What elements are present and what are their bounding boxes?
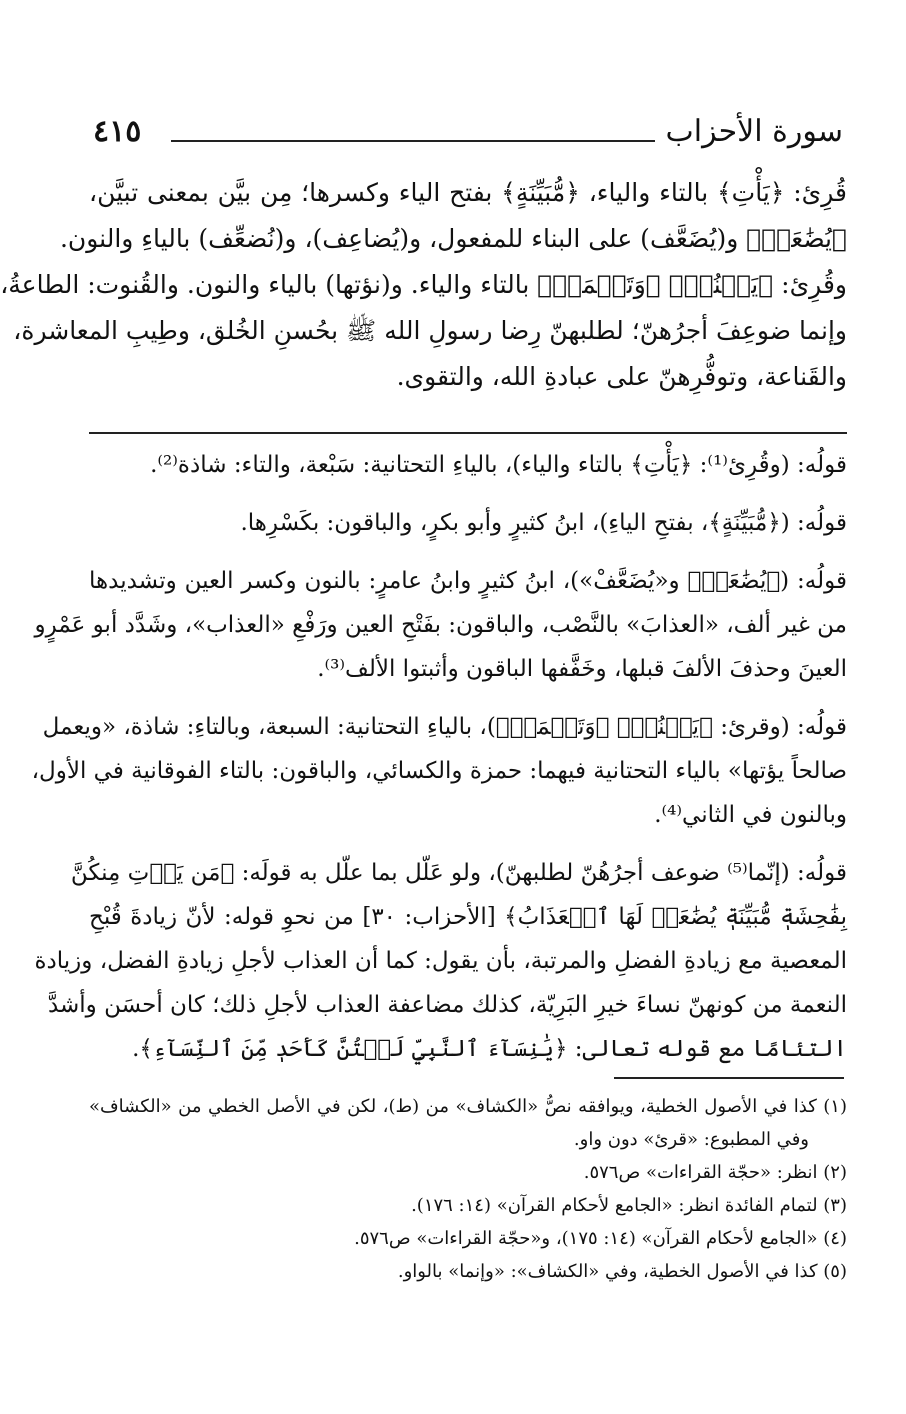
text-line: قولُه: (وقرئ: ﴿يَقۡنُتۡ﴾ ﴿وَتَعۡمَلۡ﴾)، بالياءِ التحتانية: السبعة، وبالتاءِ: شاذة، «ويعمل bbox=[42, 714, 847, 740]
footnote: (١) كذا في الأصول الخطية، ويوافقه نصُّ «الكشاف» من (ط)، لكن في الأصل الخطي من «الكشاف» bbox=[89, 1096, 847, 1117]
text-line: وبالنون في الثاني⁽⁴⁾. bbox=[654, 802, 847, 828]
surah-title: سورة الأحزاب bbox=[665, 114, 843, 149]
footnote: (٣) لتمام الفائدة انظر: «الجامع لأحكام القرآن» (١٤: ١٧٦). bbox=[411, 1195, 847, 1216]
text-line: صالحاً يؤتها» بالياء التحتانية فيهما: حمزة والكسائي، والباقون: بالتاء الفوقانية في الأول، bbox=[31, 758, 847, 784]
commentary-paragraph bbox=[31, 705, 847, 837]
text-line: قولُه: (إنّما⁽⁵⁾ ضوعف أجرُهُنّ لطلبهنّ)، ولو عَلّل بما علّل به قولَه: ﴿مَن يَأۡتِ مِنكُنَّ bbox=[70, 860, 847, 886]
footnote: (٢) انظر: «حجّة القراءات» ص٥٧٦. bbox=[583, 1162, 847, 1183]
text-line: المعصية مع زيادةِ الفضلِ والمرتبة، بأن يقول: كما أن العذاب لأجلِ زيادةِ الفضل، وزيادة bbox=[34, 948, 847, 974]
commentary-paragraph bbox=[89, 501, 847, 545]
section-divider bbox=[89, 432, 847, 434]
commentary-paragraph bbox=[34, 851, 847, 1071]
text-line: وقُرِئ: ﴿يَقۡنُتۡ﴾ ﴿وَتَعۡمَلۡ﴾ بالتاء والياء. و(نؤتها) بالياء والنون. والقُنوت: الطاعةُ، bbox=[0, 270, 847, 299]
page-number: ٤١٥ bbox=[93, 114, 142, 149]
text-line: بِفَٰحِشَةٖ مُّبَيِّنَةٖ يُضَٰعَفۡ لَهَا ٱلۡعَذَابُ﴾ [الأحزاب: ٣٠] من نحوِ قوله: لأنّ زيادةَ قُبْحِ bbox=[89, 904, 847, 930]
commentary-paragraph bbox=[89, 443, 847, 487]
text-line: والقَناعة، وتوفُّرِهنّ على عبادةِ الله، والتقوى. bbox=[396, 362, 847, 391]
text-line: وإنما ضوعِفَ أجرُهنّ؛ لطلبهنّ رِضا رسولِ الله ﷺ بحُسنِ الخُلق، وطِيبِ المعاشرة، bbox=[13, 316, 847, 345]
text-line: العينَ وحذفَ الألفَ قبلها، وخَفَّفها الباقون وأثبتوا الألف⁽³⁾. bbox=[317, 656, 847, 682]
main-text bbox=[0, 170, 847, 400]
footnote: (٤) «الجامع لأحكام القرآن» (١٤: ١٧٥)، و«حجّة القراءات» ص٥٧٦. bbox=[354, 1228, 847, 1249]
text-line: قولُه: (﴿مُّبَيِّنَةٍ﴾، بفتحِ الياءِ)، ابنُ كثيرٍ وأبو بكرٍ، والباقون: بكَسْرِها. bbox=[240, 510, 847, 536]
text-line: النعمة من كونهنّ نساءَ خيرِ البَرِيّة، كذلك مضاعفة العذاب لأجلِ ذلك؛ كان أحسَن وأشدَّ bbox=[47, 992, 847, 1018]
text-line: ﴿يُضَٰعَفۡ﴾ و(يُضَعَّف) على البناء للمفعول، و(يُضاعِف)، و(نُضعِّف) بالياءِ والنون. bbox=[59, 224, 847, 253]
page-header bbox=[93, 112, 843, 160]
text-line: من غير ألف، «العذابَ» بالنَّصْب، والباقون: بفَتْحِ العين ورَفْعِ «العذاب»، وشَدَّد أبو عَمْرٍو bbox=[34, 612, 847, 638]
commentary bbox=[31, 443, 847, 1085]
header-rule bbox=[171, 140, 655, 142]
text-line: التئامًا مع قوله تعالى: ﴿يَٰنِسَآءَ ٱلنَّبِيِّ لَسۡتُنَّ كَأَحَدٖ مِّنَ ٱلنِّسَآءِ﴾. bbox=[132, 1036, 847, 1062]
text-line: قولُه: (﴿يُضَٰعَفۡ﴾ و«يُضَعَّفْ»)، ابنُ كثيرٍ وابنُ عامرٍ: بالنون وكسر العين وتشديدها bbox=[89, 568, 847, 594]
footnote: (٥) كذا في الأصول الخطية، وفي «الكشاف»: «وإنما» بالواو. bbox=[397, 1261, 847, 1282]
text-line: قُرِئ: ﴿يَأْتِ﴾ بالتاء والياء، ﴿مُّبَيِّنَةٍ﴾ بفتح الياء وكسرها؛ مِن بيَّن بمعنى تبيَّن، bbox=[89, 178, 847, 207]
footnote-continuation: وفي المطبوع: «قرئ» دون واو. bbox=[573, 1129, 809, 1150]
text-line: قولُه: (وقُرِئ⁽¹⁾: ﴿يَأْتِ﴾ بالتاء والياء)، بالياءِ التحتانية: سَبْعة، والتاء: شاذة⁽²⁾. bbox=[150, 452, 847, 478]
commentary-paragraph bbox=[34, 559, 847, 691]
footnotes bbox=[89, 1090, 847, 1288]
footnote-divider bbox=[614, 1077, 844, 1079]
